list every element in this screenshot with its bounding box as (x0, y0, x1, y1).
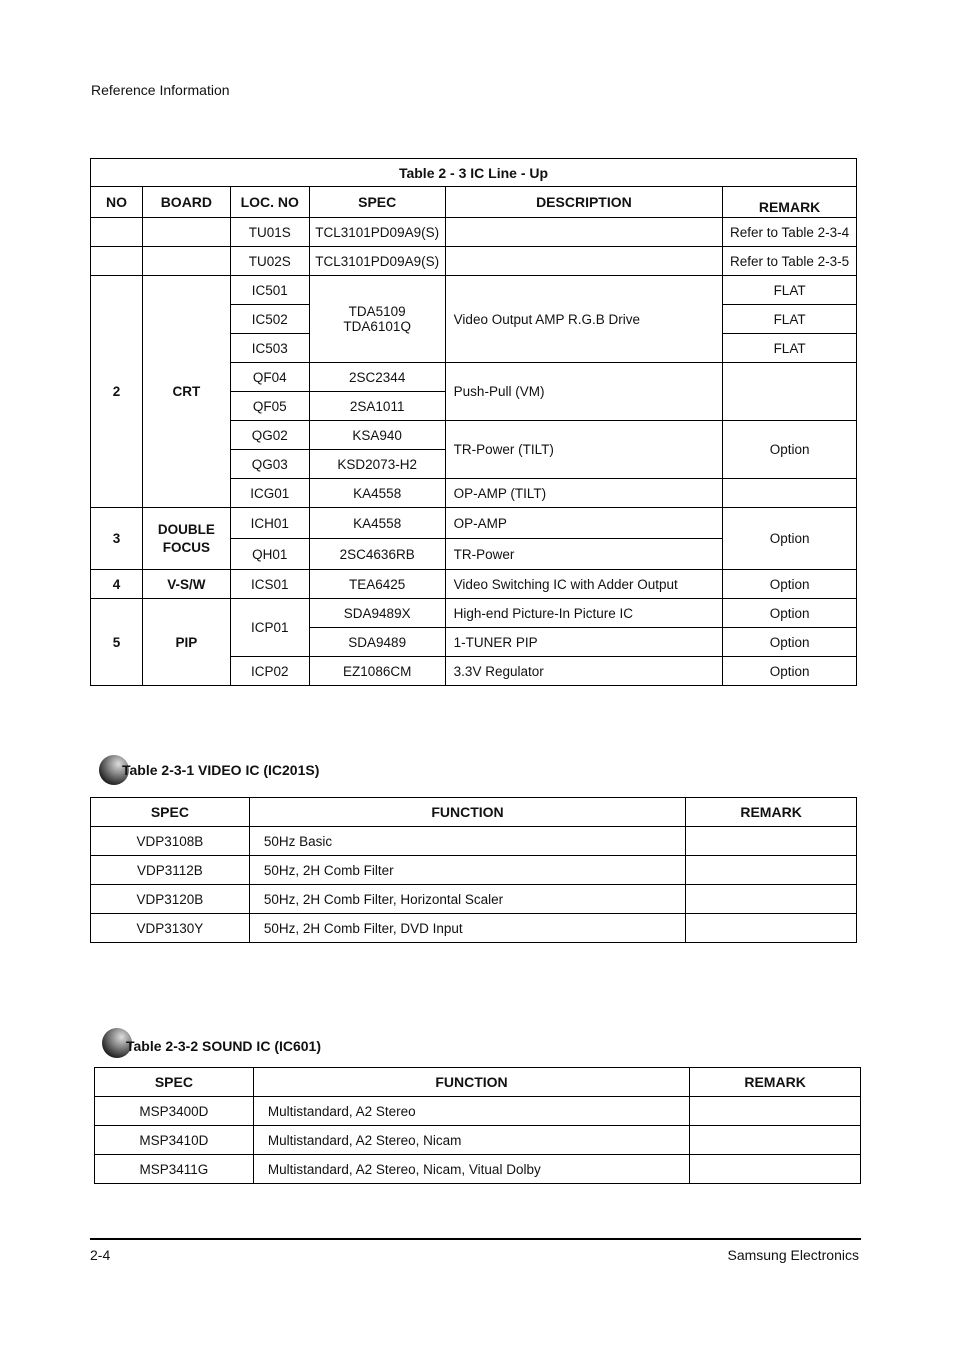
no-cell: 3 (91, 508, 143, 570)
desc-cell: OP-AMP (445, 508, 722, 539)
spec-cell (309, 276, 445, 363)
remark-cell (690, 1155, 861, 1184)
video-ic-table (90, 797, 857, 943)
loc-cell: IC501 (230, 276, 309, 305)
board-cell (142, 508, 230, 570)
col-header-remark: REMARK (723, 187, 857, 218)
remark-cell (686, 914, 857, 943)
desc-cell: OP-AMP (TILT) (445, 479, 722, 508)
function-cell: 50Hz, 2H Comb Filter, Horizontal Scaler (249, 885, 685, 914)
table-row (95, 1097, 861, 1126)
col-header-spec: SPEC (91, 798, 250, 827)
loc-cell: ICS01 (230, 570, 309, 599)
col-header-function: FUNCTION (253, 1068, 689, 1097)
loc-cell: ICH01 (230, 508, 309, 539)
function-cell: 50Hz Basic (249, 827, 685, 856)
col-header-spec: SPEC (309, 187, 445, 218)
loc-cell: QG02 (230, 421, 309, 450)
desc-cell: Push-Pull (VM) (445, 363, 722, 421)
video-table-caption: Table 2-3-1 VIDEO IC (IC201S) (122, 762, 320, 778)
spec-cell: KSD2073-H2 (309, 450, 445, 479)
sound-table-caption: Table 2-3-2 SOUND IC (IC601) (126, 1038, 322, 1054)
remark-cell: Option (723, 599, 857, 628)
loc-cell: ICP02 (230, 657, 309, 686)
col-header-description: DESCRIPTION (445, 187, 722, 218)
remark-cell (686, 856, 857, 885)
loc-cell: ICG01 (230, 479, 309, 508)
spec-cell: KA4558 (309, 508, 445, 539)
table-row (95, 1126, 861, 1155)
remark-cell (690, 1126, 861, 1155)
col-header-remark: REMARK (686, 798, 857, 827)
table-title: Table 2 - 3 IC Line - Up (91, 159, 857, 187)
no-cell: 4 (91, 570, 143, 599)
ic-lineup-table (90, 158, 857, 686)
table-row (91, 599, 857, 628)
no-cell: 5 (91, 599, 143, 686)
desc-cell: 3.3V Regulator (445, 657, 722, 686)
loc-cell: TU01S (230, 218, 309, 247)
spec-line: TDA5109 (348, 304, 406, 319)
sound-ic-table (94, 1067, 861, 1184)
table-row (91, 856, 857, 885)
desc-cell: Video Switching IC with Adder Output (445, 570, 722, 599)
desc-cell (445, 247, 722, 276)
table-row (91, 276, 857, 305)
desc-cell (445, 218, 722, 247)
spec-cell: VDP3130Y (91, 914, 250, 943)
remark-cell: Refer to Table 2-3-4 (723, 218, 857, 247)
loc-cell: IC503 (230, 334, 309, 363)
table-row (91, 827, 857, 856)
table-row (91, 247, 857, 276)
remark-cell (686, 827, 857, 856)
footer-divider (90, 1238, 861, 1240)
table-row (91, 914, 857, 943)
remark-cell: Option (723, 657, 857, 686)
remark-cell: FLAT (723, 334, 857, 363)
no-cell: 2 (91, 276, 143, 508)
remark-cell (723, 479, 857, 508)
table-row (91, 570, 857, 599)
spec-cell: SDA9489X (309, 599, 445, 628)
loc-cell: QH01 (230, 539, 309, 570)
spec-cell: TEA6425 (309, 570, 445, 599)
spec-cell: VDP3120B (91, 885, 250, 914)
col-header-board: BOARD (142, 187, 230, 218)
spec-line: TDA6101Q (343, 319, 411, 334)
col-header-no: NO (91, 187, 143, 218)
spec-cell: TCL3101PD09A9(S) (309, 218, 445, 247)
spec-cell: 2SC2344 (309, 363, 445, 392)
function-cell: Multistandard, A2 Stereo, Nicam, Vitual Dolby (253, 1155, 689, 1184)
function-cell: 50Hz, 2H Comb Filter, DVD Input (249, 914, 685, 943)
board-line: DOUBLE (157, 522, 215, 537)
page-number: 2-4 (90, 1247, 111, 1263)
board-cell: PIP (142, 599, 230, 686)
loc-cell: QG03 (230, 450, 309, 479)
remark-cell: Option (723, 508, 857, 570)
spec-cell: TCL3101PD09A9(S) (309, 247, 445, 276)
remark-cell (686, 885, 857, 914)
remark-cell: Option (723, 421, 857, 479)
board-line: FOCUS (162, 540, 210, 555)
col-header-spec: SPEC (95, 1068, 254, 1097)
spec-cell: MSP3411G (95, 1155, 254, 1184)
spec-cell: EZ1086CM (309, 657, 445, 686)
remark-cell (690, 1097, 861, 1126)
board-cell: CRT (142, 276, 230, 508)
remark-cell: Option (723, 570, 857, 599)
function-cell: Multistandard, A2 Stereo, Nicam (253, 1126, 689, 1155)
remark-cell (723, 363, 857, 421)
desc-cell: 1-TUNER PIP (445, 628, 722, 657)
table-row (95, 1155, 861, 1184)
loc-cell: TU02S (230, 247, 309, 276)
table-row (91, 218, 857, 247)
spec-cell: VDP3112B (91, 856, 250, 885)
loc-cell: QF05 (230, 392, 309, 421)
desc-cell: Video Output AMP R.G.B Drive (445, 276, 722, 363)
spec-cell: 2SA1011 (309, 392, 445, 421)
col-header-remark: REMARK (690, 1068, 861, 1097)
table-row (91, 508, 857, 539)
desc-cell: TR-Power (445, 539, 722, 570)
desc-cell: TR-Power (TILT) (445, 421, 722, 479)
spec-cell: KA4558 (309, 479, 445, 508)
spec-cell: VDP3108B (91, 827, 250, 856)
remark-cell: Refer to Table 2-3-5 (723, 247, 857, 276)
table-row (91, 885, 857, 914)
remark-cell: FLAT (723, 305, 857, 334)
col-header-loc: LOC. NO (230, 187, 309, 218)
loc-cell: IC502 (230, 305, 309, 334)
remark-cell: Option (723, 628, 857, 657)
spec-cell: SDA9489 (309, 628, 445, 657)
desc-cell: High-end Picture-In Picture IC (445, 599, 722, 628)
function-cell: 50Hz, 2H Comb Filter (249, 856, 685, 885)
spec-cell: MSP3410D (95, 1126, 254, 1155)
spec-cell: KSA940 (309, 421, 445, 450)
footer-company: Samsung Electronics (727, 1247, 859, 1263)
loc-cell: ICP01 (230, 599, 309, 657)
col-header-function: FUNCTION (249, 798, 685, 827)
loc-cell: QF04 (230, 363, 309, 392)
spec-cell: 2SC4636RB (309, 539, 445, 570)
function-cell: Multistandard, A2 Stereo (253, 1097, 689, 1126)
board-cell: V-S/W (142, 570, 230, 599)
section-header: Reference Information (91, 82, 230, 98)
remark-cell: FLAT (723, 276, 857, 305)
spec-cell: MSP3400D (95, 1097, 254, 1126)
